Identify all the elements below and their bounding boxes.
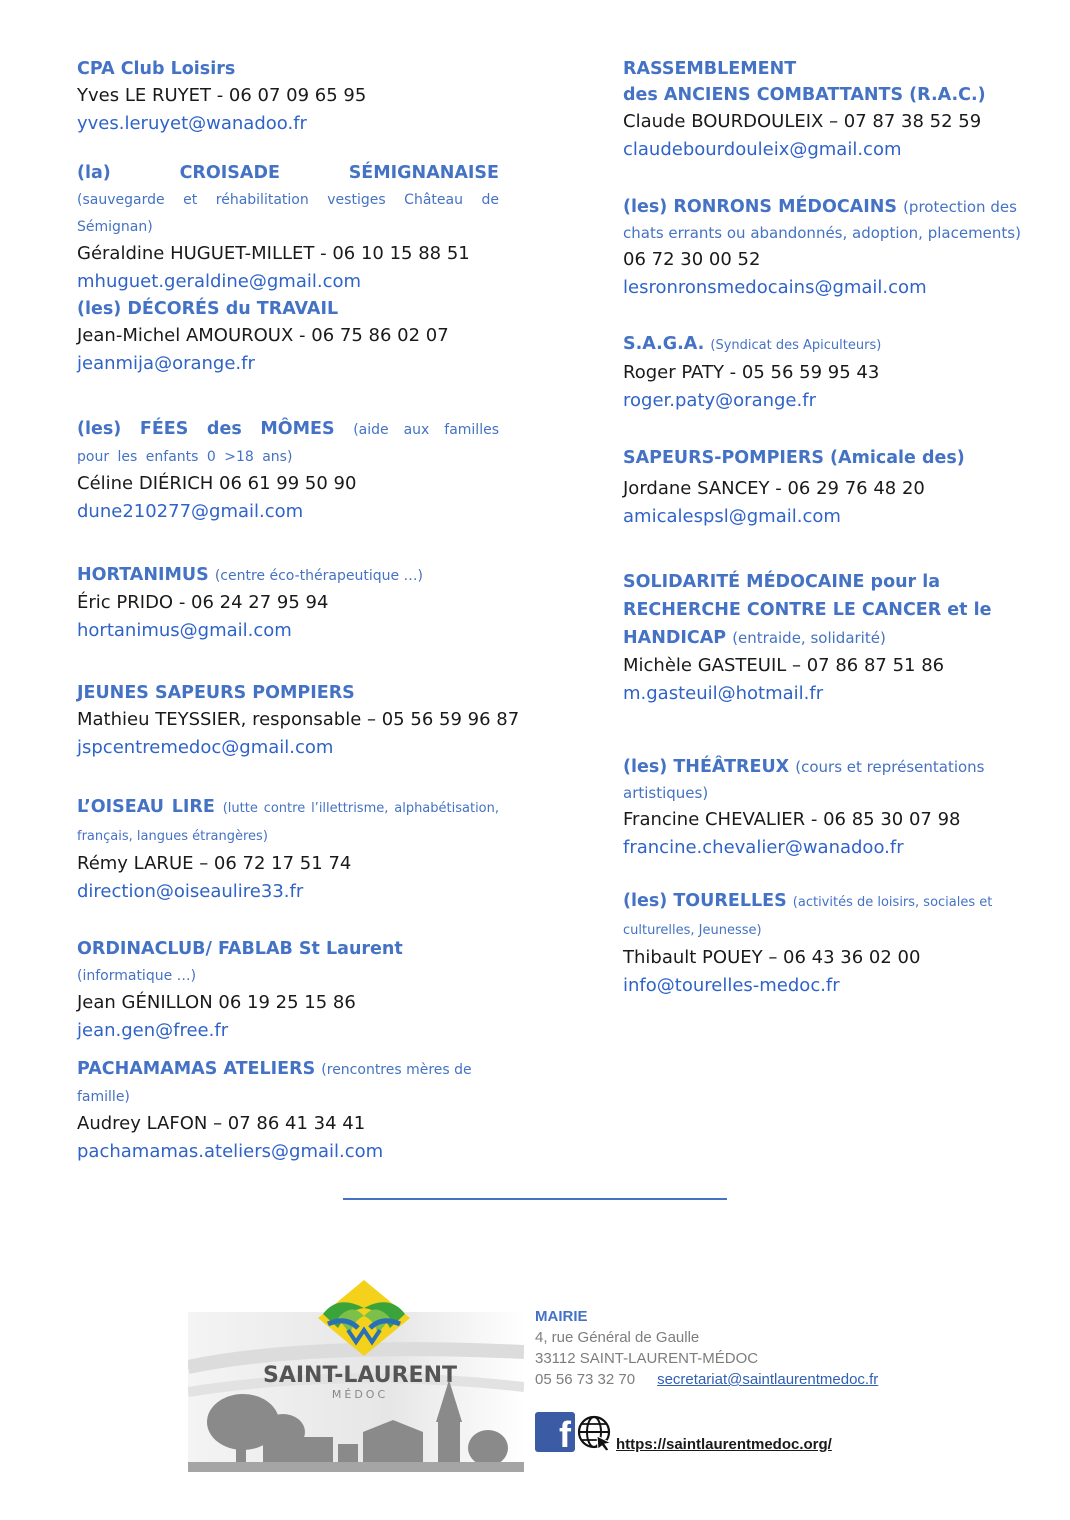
- contact-line: Céline DIÉRICH 06 61 99 50 90: [77, 473, 357, 494]
- email-link[interactable]: dune210277@gmail.com: [77, 501, 304, 522]
- title-description: (sauvegarde et réhabilitation vestiges Château de Sémignan): [77, 192, 499, 235]
- association-cpa-club-loisirs: [77, 56, 499, 138]
- title-text: (la) CROISADE SÉMIGNANAISE: [77, 163, 499, 183]
- association-title: CPA Club Loisirs: [77, 59, 236, 79]
- title-description: (informatique …): [77, 968, 197, 984]
- email-link[interactable]: lesronronsmedocains@gmail.com: [623, 277, 927, 298]
- title-description: (protection des chats errants ou abandonnés, adoption, placements): [623, 198, 1021, 242]
- association-title: JEUNES SAPEURS POMPIERS: [77, 683, 355, 703]
- mairie-heading: MAIRIE: [535, 1308, 588, 1325]
- contact-line: Audrey LAFON – 07 86 41 34 41: [77, 1113, 366, 1134]
- facebook-icon[interactable]: f: [535, 1412, 575, 1452]
- title-text: HORTANIMUS: [77, 565, 209, 585]
- association-title-line2: des ANCIENS COMBATTANTS (R.A.C.): [623, 85, 986, 105]
- email-link[interactable]: jean.gen@free.fr: [77, 1020, 229, 1041]
- email-link[interactable]: yves.leruyet@wanadoo.fr: [77, 113, 307, 134]
- logo-illustration: [188, 1272, 524, 1472]
- website-link[interactable]: https://saintlaurentmedoc.org/: [616, 1436, 832, 1453]
- association-ordinaclub-fablab: [77, 936, 499, 1045]
- title-description: (rencontres mères de famille): [77, 1062, 472, 1105]
- association-oiseau-lire: [77, 794, 499, 906]
- contact-line: Rémy LARUE – 06 72 17 51 74: [77, 853, 352, 874]
- title-text: (les) THÉÂTREUX: [623, 757, 790, 777]
- town-logo: [188, 1272, 524, 1472]
- title-description: (activités de loisirs, sociales et culturelles, Jeunesse): [623, 895, 993, 938]
- email-link[interactable]: jeanmija@orange.fr: [77, 353, 255, 374]
- mairie-address-city: 33112 SAINT-LAURENT-MÉDOC: [535, 1350, 759, 1367]
- contact-line: Mathieu TEYSSIER, responsable – 05 56 59 96 87: [77, 709, 520, 730]
- association-title: [623, 331, 1053, 359]
- association-rassemblement-anciens-combattants: [623, 56, 1053, 164]
- logo-subname: MÉDOC: [331, 1388, 389, 1401]
- contact-line: Yves LE RUYET - 06 07 09 65 95: [77, 85, 367, 106]
- contact-line: Jean-Michel AMOUROUX - 06 75 86 02 07: [77, 325, 449, 346]
- association-ronrons-medocains: [623, 194, 1053, 302]
- title-text: (les) TOURELLES: [623, 891, 787, 911]
- title-text: SOLIDARITÉ MÉDOCAINE pour la RECHERCHE CONTRE LE CANCER et le HANDICAP: [623, 572, 992, 648]
- mairie-address-street: 4, rue Général de Gaulle: [535, 1329, 700, 1346]
- association-title: [77, 936, 499, 989]
- email-link[interactable]: jspcentremedoc@gmail.com: [77, 737, 334, 758]
- association-sapeurs-pompiers-amicale: [623, 445, 1053, 531]
- contact-line: Éric PRIDO - 06 24 27 95 94: [77, 592, 329, 613]
- contact-line: Jordane SANCEY - 06 29 76 48 20: [623, 478, 925, 499]
- title-description: (entraide, solidarité): [732, 629, 886, 647]
- title-description: (centre éco-thérapeutique …): [214, 568, 424, 584]
- title-description: (cours et représentations artistiques): [623, 758, 985, 802]
- association-title: [77, 1056, 499, 1110]
- contact-line: Francine CHEVALIER - 06 85 30 07 98: [623, 809, 961, 830]
- email-link[interactable]: pachamamas.ateliers@gmail.com: [77, 1141, 384, 1162]
- email-link[interactable]: hortanimus@gmail.com: [77, 620, 292, 641]
- association-croisade-semignanaise: [77, 160, 499, 296]
- contact-line: Michèle GASTEUIL – 07 86 87 51 86: [623, 655, 945, 676]
- mairie-email-link[interactable]: secretariat@saintlaurentmedoc.fr: [657, 1371, 879, 1388]
- association-theatreux: [623, 754, 1053, 862]
- association-solidarite-medocaine: [623, 568, 1053, 708]
- association-title: [623, 568, 1053, 652]
- title-description: (lutte contre l’illettrisme, alphabétisation, français, langues étrangères): [77, 801, 500, 844]
- title-text: ORDINACLUB/ FABLAB St Laurent: [77, 939, 403, 959]
- contact-line: Claude BOURDOULEIX – 07 87 38 52 59: [623, 111, 982, 132]
- association-saga: [623, 331, 1053, 415]
- association-pachamamas-ateliers: [77, 1056, 499, 1166]
- email-link[interactable]: francine.chevalier@wanadoo.fr: [623, 837, 904, 858]
- email-link[interactable]: info@tourelles-medoc.fr: [623, 975, 840, 996]
- association-title: [77, 562, 499, 589]
- title-text: (les) FÉES des MÔMES: [77, 419, 335, 439]
- logo-name: SAINT-LAURENT: [263, 1363, 457, 1388]
- contact-line: Géraldine HUGUET-MILLET - 06 10 15 88 51: [77, 243, 470, 264]
- email-link[interactable]: amicalespsl@gmail.com: [623, 506, 841, 527]
- globe-icon[interactable]: [575, 1412, 615, 1452]
- title-text: PACHAMAMAS ATELIERS: [77, 1059, 316, 1079]
- association-title: SAPEURS-POMPIERS (Amicale des): [623, 448, 965, 468]
- email-link[interactable]: direction@oiseaulire33.fr: [77, 881, 304, 902]
- email-link[interactable]: roger.paty@orange.fr: [623, 390, 816, 411]
- association-decores-du-travail: [77, 296, 499, 378]
- association-title: (les) DÉCORÉS du TRAVAIL: [77, 299, 339, 319]
- contact-line: Jean GÉNILLON 06 19 25 15 86: [77, 992, 356, 1013]
- email-link[interactable]: mhuguet.geraldine@gmail.com: [77, 271, 362, 292]
- contact-line: Roger PATY - 05 56 59 95 43: [623, 362, 880, 383]
- email-link[interactable]: m.gasteuil@hotmail.fr: [623, 683, 824, 704]
- mairie-info: [535, 1306, 878, 1390]
- association-title: [623, 194, 1053, 246]
- association-title: [623, 888, 1053, 944]
- title-text: S.A.G.A.: [623, 334, 705, 354]
- section-divider: [343, 1198, 727, 1200]
- title-text: L’OISEAU LIRE: [77, 797, 215, 817]
- association-title: [623, 754, 1053, 806]
- association-title: [77, 794, 499, 850]
- title-text: (les) RONRONS MÉDOCAINS: [623, 197, 897, 217]
- association-title: RASSEMBLEMENT: [623, 59, 797, 79]
- title-description: (aide aux familles pour les enfants 0 >18 ans): [77, 422, 499, 465]
- title-description: (Syndicat des Apiculteurs): [710, 338, 882, 353]
- association-jeunes-sapeurs-pompiers: [77, 680, 520, 762]
- association-hortanimus: [77, 562, 499, 645]
- mairie-phone: 05 56 73 32 70: [535, 1371, 636, 1388]
- contact-line: Thibault POUEY – 06 43 36 02 00: [623, 947, 921, 968]
- mairie-contact-line: [535, 1369, 878, 1390]
- association-tourelles: [623, 888, 1053, 1000]
- contact-line: 06 72 30 00 52: [623, 249, 761, 270]
- association-fees-des-momes: [77, 416, 499, 526]
- email-link[interactable]: claudebourdouleix@gmail.com: [623, 139, 902, 160]
- association-title: [77, 160, 499, 240]
- association-title: [77, 416, 499, 470]
